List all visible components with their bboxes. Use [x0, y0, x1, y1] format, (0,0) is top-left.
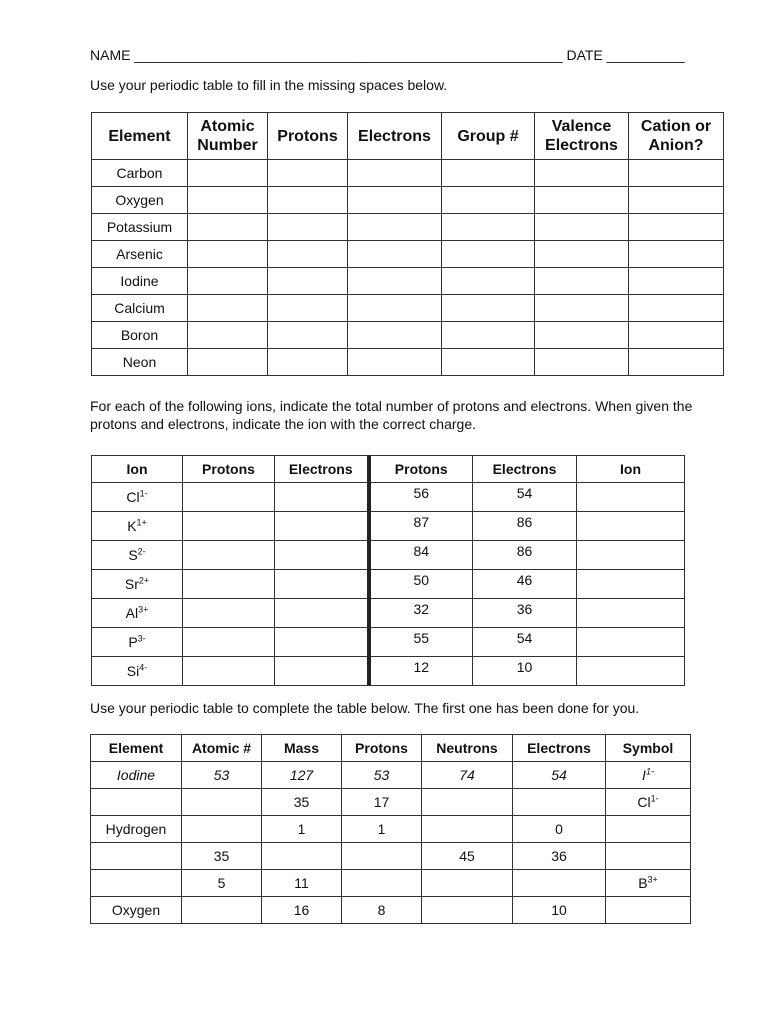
cation-anion-input[interactable]: [629, 322, 724, 349]
table-row: [92, 187, 724, 214]
protons-input[interactable]: [183, 599, 275, 628]
ion-symbol: Si: [126, 663, 140, 679]
atomic-value: 5: [182, 870, 262, 897]
symbol-cell: [606, 870, 691, 897]
neutrons-input[interactable]: [422, 870, 513, 897]
group-input[interactable]: [442, 349, 535, 376]
ion-symbol: P: [128, 634, 138, 650]
element-name: Neon: [92, 349, 188, 376]
electrons-input[interactable]: [348, 268, 442, 295]
atomic-number-input[interactable]: [188, 214, 268, 241]
header-protons: Protons: [183, 456, 275, 483]
atomic-input[interactable]: [182, 789, 262, 816]
ion-charge: 1-: [645, 766, 654, 777]
ion-symbol: I: [642, 767, 646, 783]
element-input[interactable]: [91, 843, 182, 870]
header-given-electrons: Electrons: [473, 456, 577, 483]
mass-value: 11: [262, 870, 342, 897]
element-value: Oxygen: [91, 897, 182, 924]
valence-electrons-input[interactable]: [535, 322, 629, 349]
symbol-input[interactable]: [606, 843, 691, 870]
ion-charge: 2-: [137, 546, 146, 557]
ion-charge: 1-: [650, 793, 659, 804]
atomic-input[interactable]: [182, 897, 262, 924]
header-element: Element: [91, 735, 182, 762]
protons-input[interactable]: [268, 160, 348, 187]
ion-answer-input[interactable]: [577, 483, 685, 512]
ion-cell: [92, 657, 183, 686]
header-atomic: Atomic #: [182, 735, 262, 762]
ion-cell: [92, 512, 183, 541]
valence-electrons-input[interactable]: [535, 295, 629, 322]
table-row: [92, 268, 724, 295]
electrons-input[interactable]: [275, 570, 369, 599]
valence-electrons-input[interactable]: [535, 241, 629, 268]
ion-symbol: Cl: [126, 489, 140, 505]
element-name: Boron: [92, 322, 188, 349]
protons-input[interactable]: [342, 870, 422, 897]
atomic-value: 35: [182, 843, 262, 870]
table-row: [92, 541, 685, 570]
elements-table: [91, 112, 724, 376]
electrons-input[interactable]: [275, 483, 369, 512]
protons-input[interactable]: [268, 214, 348, 241]
given-protons: 50: [369, 570, 473, 599]
given-protons: 87: [369, 512, 473, 541]
protons-input[interactable]: [183, 570, 275, 599]
table-row: [91, 789, 691, 816]
ion-symbol: K: [127, 518, 137, 534]
header-symbol: Symbol: [606, 735, 691, 762]
atomic-number-input[interactable]: [188, 349, 268, 376]
table-row: [92, 570, 685, 599]
electrons-input[interactable]: [348, 187, 442, 214]
valence-electrons-input[interactable]: [535, 268, 629, 295]
element-name: Calcium: [92, 295, 188, 322]
ion-answer-input[interactable]: [577, 541, 685, 570]
header-answer-ion: Ion: [577, 456, 685, 483]
atoms-table: [90, 734, 691, 924]
ion-charge: 3-: [137, 633, 146, 644]
example-row: [91, 762, 691, 789]
header-ion: Ion: [92, 456, 183, 483]
protons-input[interactable]: [183, 541, 275, 570]
header-electrons: Electrons: [513, 735, 606, 762]
given-protons: 84: [369, 541, 473, 570]
header-group: Group #: [442, 113, 535, 160]
table-row: [92, 241, 724, 268]
group-input[interactable]: [442, 322, 535, 349]
ion-answer-input[interactable]: [577, 599, 685, 628]
valence-electrons-input[interactable]: [535, 349, 629, 376]
header-electrons: Electrons: [275, 456, 369, 483]
group-input[interactable]: [442, 295, 535, 322]
ion-symbol: Al: [125, 605, 139, 621]
ion-answer-input[interactable]: [577, 512, 685, 541]
electrons-input[interactable]: [348, 295, 442, 322]
element-name: Iodine: [92, 268, 188, 295]
ions-table: [91, 455, 685, 686]
given-protons: 12: [369, 657, 473, 686]
ion-answer-input[interactable]: [577, 657, 685, 686]
group-input[interactable]: [442, 241, 535, 268]
element-value: Iodine: [91, 762, 182, 789]
protons-input[interactable]: [183, 512, 275, 541]
mass-value: 127: [262, 762, 342, 789]
table-row: [92, 349, 724, 376]
table-row: [91, 897, 691, 924]
table-row: [92, 599, 685, 628]
electrons-value: 54: [513, 762, 606, 789]
table-row: [92, 322, 724, 349]
ion-symbol: Cl: [637, 794, 651, 810]
header-electrons: Electrons: [348, 113, 442, 160]
atomic-number-input[interactable]: [188, 187, 268, 214]
header-mass: Mass: [262, 735, 342, 762]
section1-instruction: Use your periodic table to fill in the missing spaces below.: [90, 77, 448, 93]
element-name: Potassium: [92, 214, 188, 241]
cation-anion-input[interactable]: [629, 187, 724, 214]
valence-electrons-input[interactable]: [535, 214, 629, 241]
ion-cell: [92, 599, 183, 628]
given-protons: 32: [369, 599, 473, 628]
atomic-number-input[interactable]: [188, 268, 268, 295]
ion-cell: [92, 541, 183, 570]
table-row: [91, 843, 691, 870]
given-electrons: 10: [473, 657, 577, 686]
atomic-value: 53: [182, 762, 262, 789]
electrons-value: 0: [513, 816, 606, 843]
ions-table-header: [92, 456, 685, 483]
given-protons: 56: [369, 483, 473, 512]
symbol-input[interactable]: [606, 816, 691, 843]
element-value: Hydrogen: [91, 816, 182, 843]
group-input[interactable]: [442, 214, 535, 241]
neutrons-input[interactable]: [422, 816, 513, 843]
neutrons-input[interactable]: [422, 789, 513, 816]
ion-charge: 1-: [139, 488, 148, 499]
symbol-cell: [606, 789, 691, 816]
atomic-number-input[interactable]: [188, 322, 268, 349]
cation-anion-input[interactable]: [629, 160, 724, 187]
given-electrons: 54: [473, 483, 577, 512]
atoms-table-header: [91, 735, 691, 762]
atomic-input[interactable]: [182, 816, 262, 843]
section3-instruction: Use your periodic table to complete the table below. The first one has been done for you.: [90, 700, 640, 716]
ion-cell: [92, 628, 183, 657]
cation-anion-input[interactable]: [629, 214, 724, 241]
protons-input[interactable]: [268, 268, 348, 295]
electrons-input[interactable]: [275, 657, 369, 686]
given-electrons: 86: [473, 512, 577, 541]
atomic-number-input[interactable]: [188, 295, 268, 322]
protons-input[interactable]: [183, 657, 275, 686]
given-protons: 55: [369, 628, 473, 657]
atomic-number-input[interactable]: [188, 241, 268, 268]
table-row: [92, 483, 685, 512]
electrons-input[interactable]: [275, 512, 369, 541]
neutrons-value: 74: [422, 762, 513, 789]
electrons-input[interactable]: [275, 541, 369, 570]
protons-input[interactable]: [342, 843, 422, 870]
header-valence-electrons: Valence Electrons: [535, 113, 629, 160]
cation-anion-input[interactable]: [629, 241, 724, 268]
protons-value: 1: [342, 816, 422, 843]
atomic-number-input[interactable]: [188, 160, 268, 187]
protons-input[interactable]: [183, 483, 275, 512]
electrons-input[interactable]: [275, 628, 369, 657]
table-row: [91, 816, 691, 843]
header-cation-anion: Cation or Anion?: [629, 113, 724, 160]
table-row: [91, 870, 691, 897]
element-input[interactable]: [91, 870, 182, 897]
protons-value: 8: [342, 897, 422, 924]
electrons-input[interactable]: [513, 789, 606, 816]
group-input[interactable]: [442, 160, 535, 187]
group-input[interactable]: [442, 187, 535, 214]
element-input[interactable]: [91, 789, 182, 816]
given-electrons: 36: [473, 599, 577, 628]
mass-input[interactable]: [262, 843, 342, 870]
header-neutrons: Neutrons: [422, 735, 513, 762]
header-protons: Protons: [342, 735, 422, 762]
electrons-value: 10: [513, 897, 606, 924]
electrons-input[interactable]: [348, 349, 442, 376]
header-atomic-number: Atomic Number: [188, 113, 268, 160]
ion-answer-input[interactable]: [577, 570, 685, 599]
header-protons: Protons: [268, 113, 348, 160]
mass-value: 16: [262, 897, 342, 924]
protons-input[interactable]: [268, 187, 348, 214]
protons-input[interactable]: [268, 241, 348, 268]
ion-charge: 4-: [139, 662, 148, 673]
table-row: [92, 512, 685, 541]
ion-charge: 3+: [647, 874, 658, 885]
cation-anion-input[interactable]: [629, 349, 724, 376]
ion-symbol: B: [638, 875, 648, 891]
header-given-protons: Protons: [369, 456, 473, 483]
protons-input[interactable]: [268, 322, 348, 349]
symbol-cell: [606, 762, 691, 789]
cation-anion-input[interactable]: [629, 268, 724, 295]
ion-symbol: Sr: [124, 576, 139, 592]
ion-charge: 3+: [138, 604, 149, 615]
protons-value: 53: [342, 762, 422, 789]
ion-symbol: S: [128, 547, 138, 563]
electrons-input[interactable]: [275, 599, 369, 628]
electrons-input[interactable]: [348, 322, 442, 349]
ion-charge: 2+: [138, 575, 150, 586]
cation-anion-input[interactable]: [629, 295, 724, 322]
table-row: [92, 214, 724, 241]
mass-value: 35: [262, 789, 342, 816]
elements-table-header: [92, 113, 724, 160]
element-name: Carbon: [92, 160, 188, 187]
section2-instruction: For each of the following ions, indicate the total number of protons and electrons. When given the protons and electrons, indicate the ion with the correct charge.: [90, 398, 693, 432]
protons-value: 17: [342, 789, 422, 816]
ion-cell: [92, 570, 183, 599]
group-input[interactable]: [442, 268, 535, 295]
given-electrons: 86: [473, 541, 577, 570]
given-electrons: 46: [473, 570, 577, 599]
protons-input[interactable]: [268, 295, 348, 322]
symbol-input[interactable]: [606, 897, 691, 924]
valence-electrons-input[interactable]: [535, 187, 629, 214]
table-row: [92, 657, 685, 686]
table-row: [92, 160, 724, 187]
protons-input[interactable]: [268, 349, 348, 376]
electrons-input[interactable]: [348, 214, 442, 241]
element-name: Oxygen: [92, 187, 188, 214]
mass-value: 1: [262, 816, 342, 843]
electrons-input[interactable]: [348, 160, 442, 187]
ion-answer-input[interactable]: [577, 628, 685, 657]
table-row: [92, 628, 685, 657]
element-name: Arsenic: [92, 241, 188, 268]
ion-charge: 1+: [136, 517, 147, 528]
neutrons-value: 45: [422, 843, 513, 870]
protons-input[interactable]: [183, 628, 275, 657]
electrons-value: 36: [513, 843, 606, 870]
header-element: Element: [92, 113, 188, 160]
electrons-input[interactable]: [348, 241, 442, 268]
valence-electrons-input[interactable]: [535, 160, 629, 187]
electrons-input[interactable]: [513, 870, 606, 897]
name-date-line[interactable]: NAME _______________________________________________________ DATE __________: [90, 47, 685, 63]
table-row: [92, 295, 724, 322]
neutrons-input[interactable]: [422, 897, 513, 924]
ion-cell: [92, 483, 183, 512]
given-electrons: 54: [473, 628, 577, 657]
